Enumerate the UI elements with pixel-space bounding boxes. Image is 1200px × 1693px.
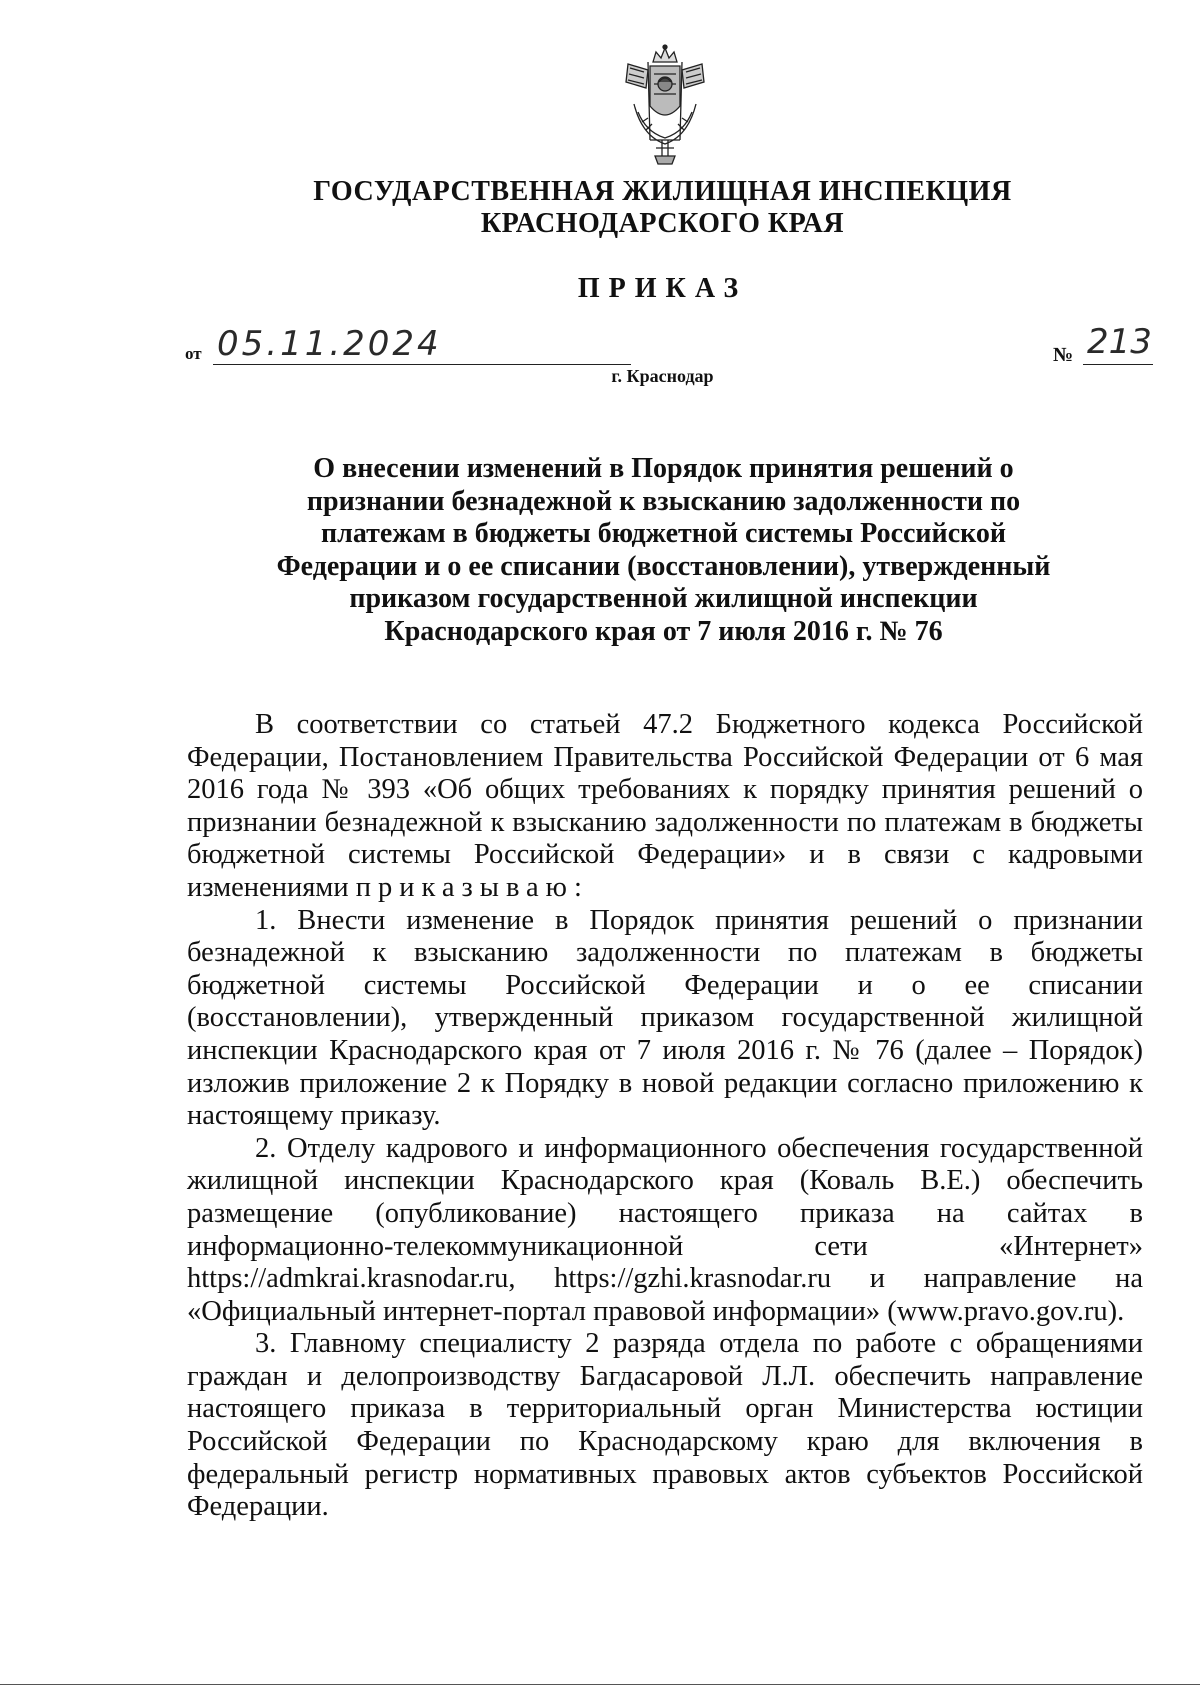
date-underline: [213, 364, 631, 365]
order-number-handwritten: 213: [1087, 322, 1152, 362]
organization-name-line1: ГОСУДАРСТВЕННАЯ ЖИЛИЩНАЯ ИНСПЕКЦИЯ: [313, 176, 1012, 207]
order-body: [187, 709, 1143, 1524]
order-item-1: 1. Внести изменение в Порядок принятия решений о признании безнадежной к взысканию задолженности по платежам в бюджеты бюджетной системы Российской Федерации и о ее списании (восстановлении), утвержденный приказом государственной жилищной инспекции Краснодарского края от 7 июля 2016 г. № 76 (далее – Порядок) изложив приложение 2 к Порядку в новой редакции согласно приложению к настоящему приказу.: [187, 904, 1143, 1132]
subject-line: приказом государственной жилищной инспекции: [349, 583, 978, 615]
order-item-2: 2. Отделу кадрового и информационного обеспечения государственной жилищной инспекции Краснодарского края (Коваль В.Е.) обеспечить размещение (опубликование) настоящего приказа на сайтах в информационно-телекоммуникационной сети «Интернет» https://admkrai.krasnodar.ru, https://gzhi.krasnodar.ru и направление на «Официальный интернет-портал правовой информации» (www.pravo.gov.ru).: [187, 1132, 1143, 1327]
order-word: приказываю: [355, 871, 574, 903]
number-sign: №: [1053, 344, 1074, 366]
krasnodar-krai-coat-of-arms-icon: [620, 44, 710, 169]
subject-line: О внесении изменений в Порядок принятия решений о: [313, 453, 1014, 484]
page-bottom-rule: [0, 1684, 1200, 1685]
order-date-handwritten: 05.11.2024: [217, 324, 442, 364]
city-name: г. Краснодар: [611, 366, 714, 386]
subject-line: признании безнадежной к взысканию задолженности по: [306, 485, 1021, 517]
organization-name-line2: КРАСНОДАРСКОГО КРАЯ: [480, 208, 845, 239]
preamble-text: В соответствии со статьей 47.2 Бюджетного кодекса Российской Федерации, Постановлением Правительства Российской Федерации от 6 мая 2016 года № 393 «Об общих требованиях к порядку принятия решений о признании безнадежной к взысканию задолженности по платежам в бюджеты бюджетной системы Российской Федерации» и в связи с кадровыми изменениями: [187, 709, 1143, 903]
subject-line: Краснодарского края от 7 июля 2016 г. № 76: [384, 615, 943, 647]
subject-line: платежам в бюджеты бюджетной системы Российской: [320, 518, 1007, 550]
subject-line: Федерации и о ее списании (восстановлении), утвержденный: [276, 550, 1051, 582]
preamble-paragraph: [187, 709, 1143, 905]
date-prefix: от: [185, 344, 202, 363]
document-title: ПРИКАЗ: [577, 273, 748, 304]
order-subject: [240, 453, 1087, 649]
order-number-field: [1053, 322, 1163, 368]
preamble-end: :: [573, 871, 582, 903]
number-underline: [1083, 364, 1153, 365]
order-item-3: 3. Главному специалисту 2 разряда отдела по работе с обращениями граждан и делопроизводству Багдасаровой Л.Л. обеспечить направление настоящего приказа в территориальный орган Министерства юстиции Российской Федерации по Краснодарскому краю для включения в федеральный регистр нормативных правовых актов субъектов Российской Федерации.: [187, 1328, 1143, 1523]
